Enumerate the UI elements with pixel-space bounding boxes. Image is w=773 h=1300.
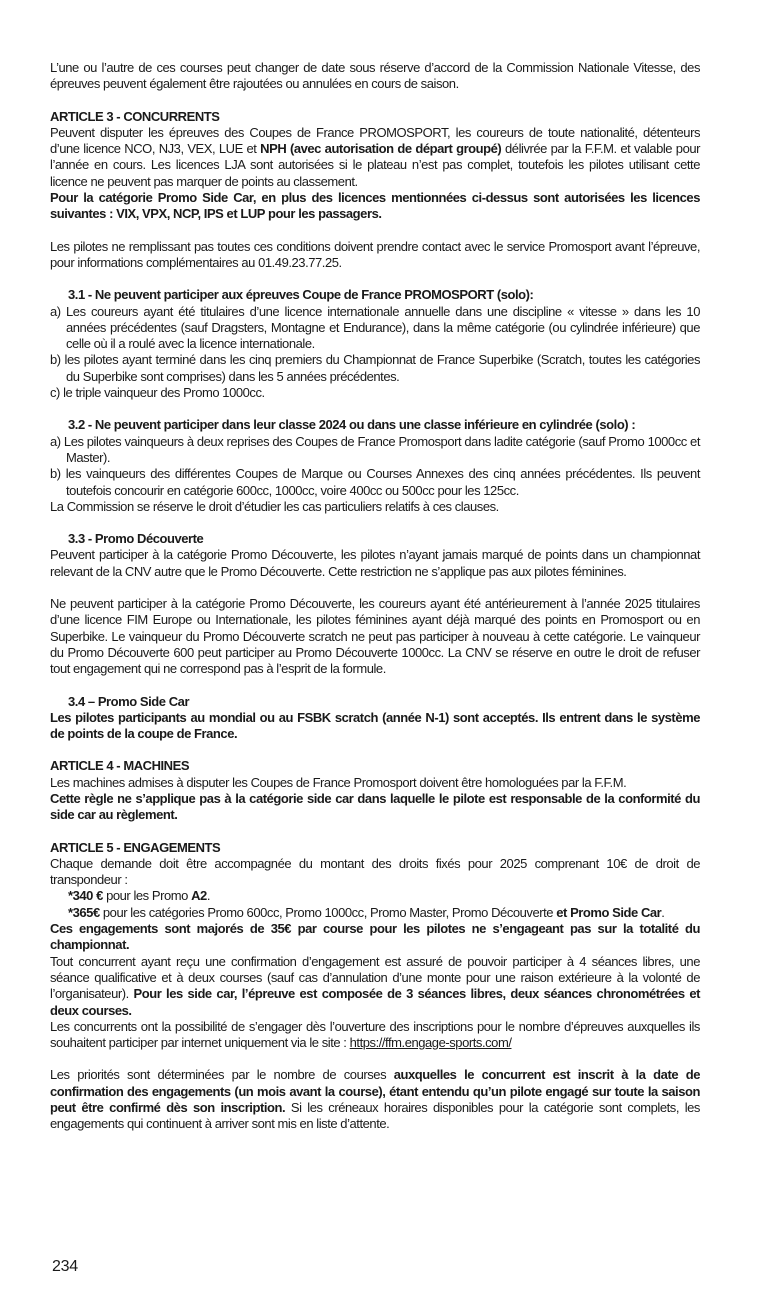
section-3-1-item-a: a) Les coureurs ayant été titulaires d’une licence internationale annuelle dans une discipline « vitesse » dans les 10 années précédentes (sauf Dragsters, Montagne et Endurance), dans la même catégorie (ou cylindrée inférieure) que celle où il a roulé avec la licence internationale.: [50, 303, 700, 352]
section-3-2-note: La Commission se réserve le droit d’étudier les cas particuliers relatifs à ces clauses.: [50, 498, 499, 514]
article-4-paragraph-1: Les machines admises à disputer les Coupes de France Promosport doivent être homologuées par la F.F.M.: [50, 774, 627, 790]
article-5-priorities-paragraph: [50, 1067, 700, 1132]
page-body: [50, 60, 700, 1133]
text-span: pour les Promo: [102, 888, 192, 904]
side-car-licences-paragraph: Pour la catégorie Promo Side Car, en plus des licences mentionnées ci-dessus sont autorisées les licences suivantes : VIX, VPX, NCP, IPS et LUP pour les passagers.: [50, 190, 700, 222]
section-3-2-item-b: b) les vainqueurs des différentes Coupes de Marque ou Courses Annexes des cinq années précédentes. Ils peuvent toutefois concourir en catégorie 600cc, 1000cc, voire 400cc ou 500cc pour les 125cc.: [50, 466, 700, 498]
section-3-3-paragraph-1: Peuvent participer à la catégorie Promo Découverte, les pilotes n’ayant jamais marqué de points dans un championnat relevant de la CNV autre que le Promo Découverte. Cette restriction ne s’applique pas aux pilotes féminines.: [50, 547, 700, 579]
text-span: Tout concurrent ayant reçu une confirmation d’engagement est assuré de pouvoir participer à 4 séances libres, une séance qualificative et à deux courses (sauf cas d’annulation d’une monte pour une raison extérieure à la volonté de l’organisateur).: [50, 953, 700, 1002]
section-3-1-title: 3.1 - Ne peuvent participer aux épreuves Coupe de France PROMOSPORT (solo):: [68, 287, 534, 303]
section-3-2-title: 3.2 - Ne peuvent participer dans leur classe 2024 ou dans une classe inférieure en cylindrée (solo) :: [68, 417, 636, 433]
text-span: délivrée par la F.F.M. et valable pour l’année en cours. Les licences LJA sont autorisées si le plateau n’est pas complet, toutefois les pilotes utilisant cette licence ne peuvent pas marquer de points au classement.: [50, 141, 701, 189]
promosport-contact-paragraph: Les pilotes ne remplissant pas toutes ces conditions doivent prendre contact avec le service Promosport avant l’épreuve, pour informations complémentaires au 01.49.23.77.25.: [50, 238, 700, 270]
text-span: Peuvent disputer les épreuves des Coupes de France PROMOSPORT, les coureurs de toute nationalité, détenteurs d’une licence NCO, NJ3, VEX, LUE et: [50, 124, 700, 157]
text-span: .: [206, 888, 210, 904]
engage-sports-link[interactable]: https://ffm.engage-sports.com/: [349, 1035, 512, 1051]
article-3-title: ARTICLE 3 - CONCURRENTS: [50, 108, 220, 124]
bold-span: auxquelles le concurrent est inscrit à la date de confirmation des engagements (un mois avant la course), étant entendu qu’un pilote engagé sur toute la saison peut être confirmé dès son inscription.: [50, 1067, 701, 1116]
section-3-4-title: 3.4 – Promo Side Car: [68, 693, 190, 709]
bold-span: NPH (avec autorisation de départ groupé): [260, 141, 502, 157]
article-4-paragraph-2: Cette règle ne s’applique pas à la catégorie side car dans laquelle le pilote est responsable de la conformité du side car au règlement.: [50, 790, 700, 823]
section-3-1-item-c: c) le triple vainqueur des Promo 1000cc.: [50, 385, 265, 401]
section-3-2-item-a: a) Les pilotes vainqueurs à deux reprises des Coupes de France Promosport dans ladite catégorie (sauf Promo 1000cc et Master).: [50, 433, 700, 465]
fee-item-other-categories: [50, 905, 700, 921]
section-3-3-paragraph-2: Ne peuvent participer à la catégorie Promo Découverte, les coureurs ayant été antérieurement à l’année 2025 titulaires d’une licence FIM Europe ou Internationale, les pilotes féminines ayant déjà marqué des points en Promosport ou en Superbike. Le vainqueur du Promo Découverte scratch ne peut pas participer à nouveau à cette catégorie. Le vainqueur du Promo Découverte 600 peut participer au Promo Découverte 1000cc. La CNV se réserve en outre le droit de refuser tout engagement qui ne correspond pas à l’esprit de la formule.: [50, 596, 700, 677]
text-span: Si les créneaux horaires disponibles pour la catégorie sont complets, les engagements qui continuent à arriver sont mis en liste d’attente.: [50, 1100, 700, 1132]
bold-span: Pour les side car, l’épreuve est composée de 3 séances libres, deux séances chronométrées et deux courses.: [50, 986, 700, 1018]
article-5-sessions-paragraph: [50, 954, 700, 1019]
article-5-registration-paragraph: [50, 1019, 700, 1052]
section-3-3-title: 3.3 - Promo Découverte: [68, 531, 204, 547]
text-span: .: [661, 904, 665, 920]
page-number: 234: [52, 1258, 78, 1275]
article-4-title: ARTICLE 4 - MACHINES: [50, 758, 190, 774]
article-5-title: ARTICLE 5 - ENGAGEMENTS: [50, 839, 221, 855]
fee-amount: *340 €: [68, 888, 103, 904]
text-span: Les concurrents ont la possibilité de s’engager dès l’ouverture des inscriptions pour le nombre d’épreuves auxquelles ils souhaitent participer par internet uniquement via le site :: [50, 1018, 700, 1051]
article-5-fees-paragraph: Chaque demande doit être accompagnée du montant des droits fixés pour 2025 comprenant 10€ de droit de transpondeur :: [50, 855, 700, 888]
article-3-licences-paragraph: [50, 125, 700, 190]
fee-category: et Promo Side Car: [556, 904, 662, 920]
section-3-1-item-b: b) les pilotes ayant terminé dans les cinq premiers du Championnat de France Superbike (Scratch, toutes les catégories du Superbike sont comprises) dans les 5 années précédentes.: [50, 352, 700, 384]
fee-item-a2: [50, 888, 700, 904]
section-3-4-paragraph: Les pilotes participants au mondial ou au FSBK scratch (année N-1) sont acceptés. Ils entrent dans le système de points de la coupe de France.: [50, 709, 700, 742]
intro-paragraph: L’une ou l’autre de ces courses peut changer de date sous réserve d’accord de la Commission Nationale Vitesse, des épreuves peuvent également être rajoutées ou annulées en cours de saison.: [50, 60, 700, 92]
text-span: pour les catégories Promo 600cc, Promo 1000cc, Promo Master, Promo Découverte: [99, 904, 557, 920]
article-5-surcharge-paragraph: Ces engagements sont majorés de 35€ par course pour les pilotes ne s’engageant pas sur la totalité du championnat.: [50, 921, 700, 953]
fee-amount: *365€: [68, 904, 100, 920]
text-span: Les priorités sont déterminées par le nombre de courses: [50, 1067, 394, 1083]
fee-category: A2: [191, 888, 207, 904]
